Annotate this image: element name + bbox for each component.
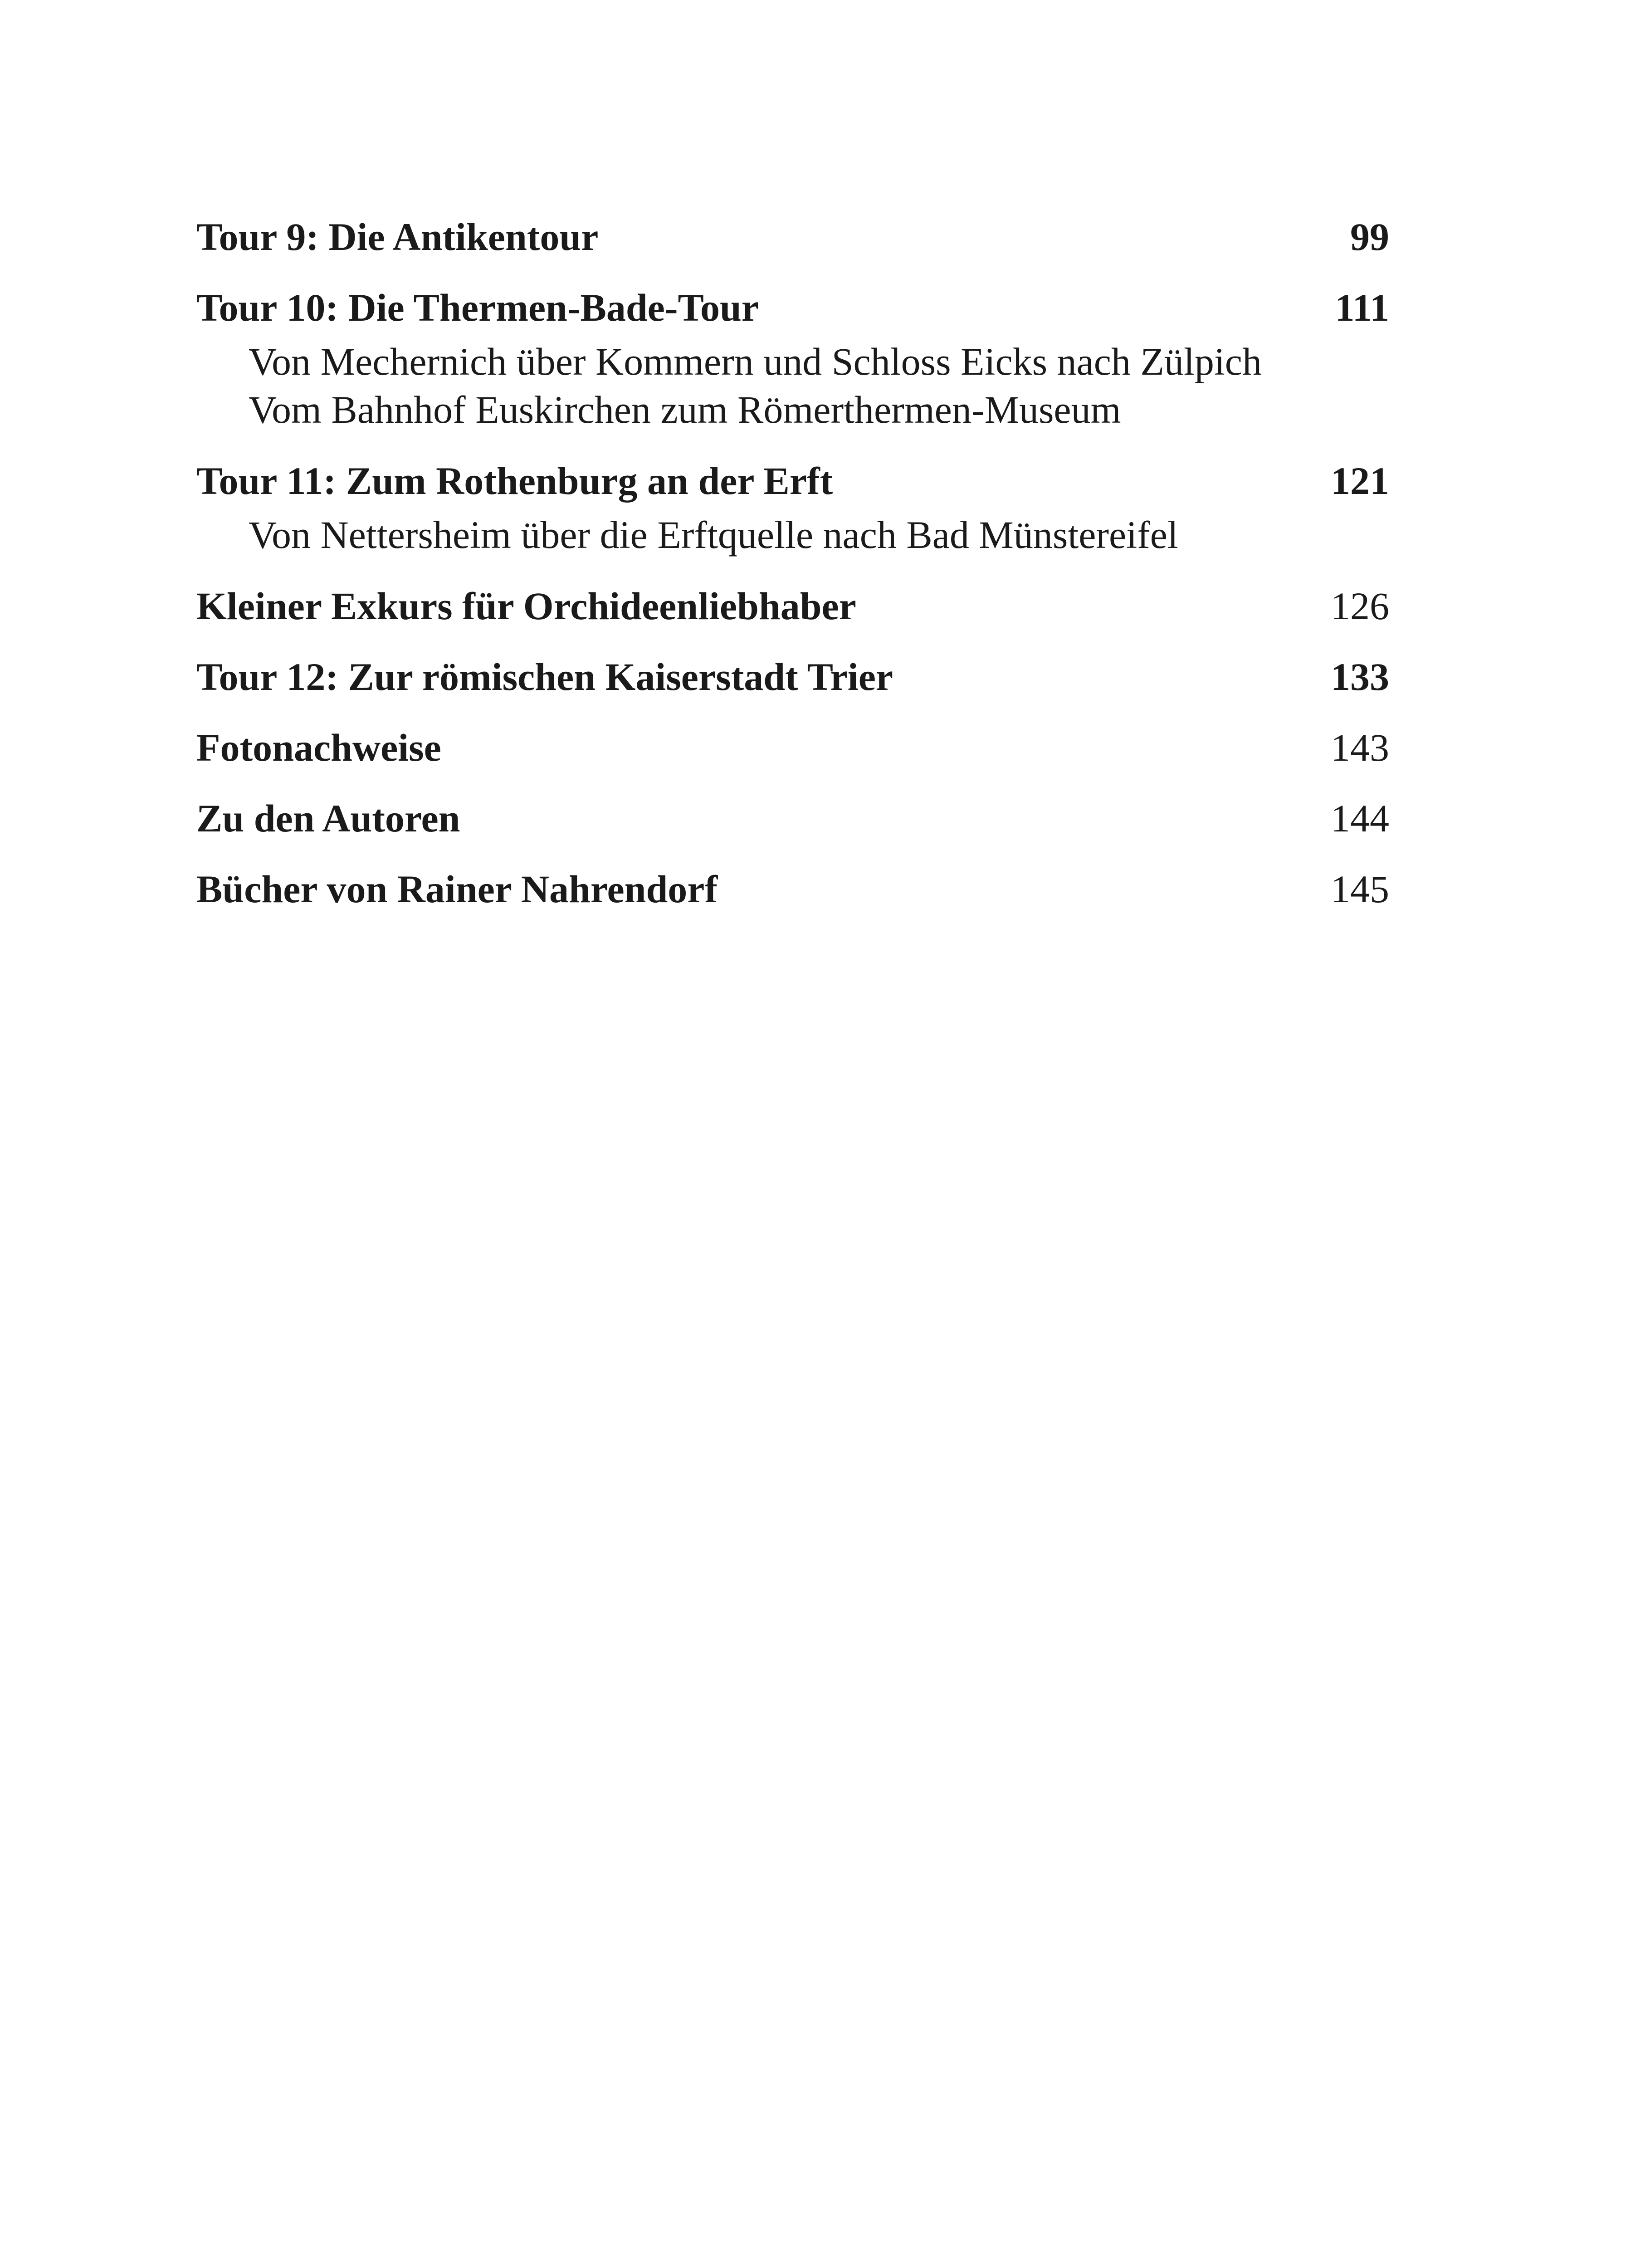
toc-entry-title: Bücher von Rainer Nahrendorf	[196, 867, 718, 911]
toc-subentries	[196, 337, 1389, 434]
toc-subentry: Von Mechernich über Kommern und Schloss Eicks nach Zülpich	[249, 340, 1262, 383]
toc-subentry: Vom Bahnhof Euskirchen zum Römerthermen-Museum	[249, 388, 1121, 431]
table-of-contents	[196, 213, 1389, 936]
toc-entry-row	[196, 213, 1389, 260]
toc-entry-row	[196, 865, 1389, 913]
toc-subentries	[196, 511, 1389, 559]
toc-entry-row	[196, 284, 1389, 331]
toc-entry-page: 145	[1331, 867, 1389, 911]
toc-entry	[196, 284, 1389, 434]
toc-subentry: Von Nettersheim über die Erftquelle nach Bad Münstereifel	[249, 513, 1178, 557]
toc-entry-page: 143	[1331, 726, 1389, 769]
toc-entry-title: Tour 10: Die Thermen-Bade-Tour	[196, 286, 759, 329]
toc-entry	[196, 724, 1389, 771]
toc-entry-page: 111	[1335, 286, 1389, 329]
toc-entry	[196, 213, 1389, 260]
toc-entry-page: 144	[1331, 797, 1389, 840]
toc-entry-page: 133	[1331, 655, 1389, 699]
toc-entry-row	[196, 653, 1389, 700]
toc-entry-title: Tour 11: Zum Rothenburg an der Erft	[196, 459, 833, 503]
toc-entry-row	[196, 795, 1389, 842]
toc-entry-title: Kleiner Exkurs für Orchideenliebhaber	[196, 584, 856, 628]
toc-entry	[196, 582, 1389, 630]
toc-entry	[196, 795, 1389, 842]
toc-entry-page: 99	[1350, 215, 1389, 259]
toc-entry-row	[196, 582, 1389, 630]
toc-entry-title: Tour 12: Zur römischen Kaiserstadt Trier	[196, 655, 893, 699]
toc-entry	[196, 457, 1389, 559]
toc-entry-title: Zu den Autoren	[196, 797, 460, 840]
toc-entry-page: 121	[1331, 459, 1389, 503]
toc-entry-page: 126	[1331, 584, 1389, 628]
toc-entry	[196, 653, 1389, 700]
toc-entry-row	[196, 724, 1389, 771]
toc-entry	[196, 865, 1389, 913]
toc-entry-row	[196, 457, 1389, 504]
toc-entry-title: Tour 9: Die Antikentour	[196, 215, 599, 259]
toc-entry-title: Fotonachweise	[196, 726, 441, 769]
